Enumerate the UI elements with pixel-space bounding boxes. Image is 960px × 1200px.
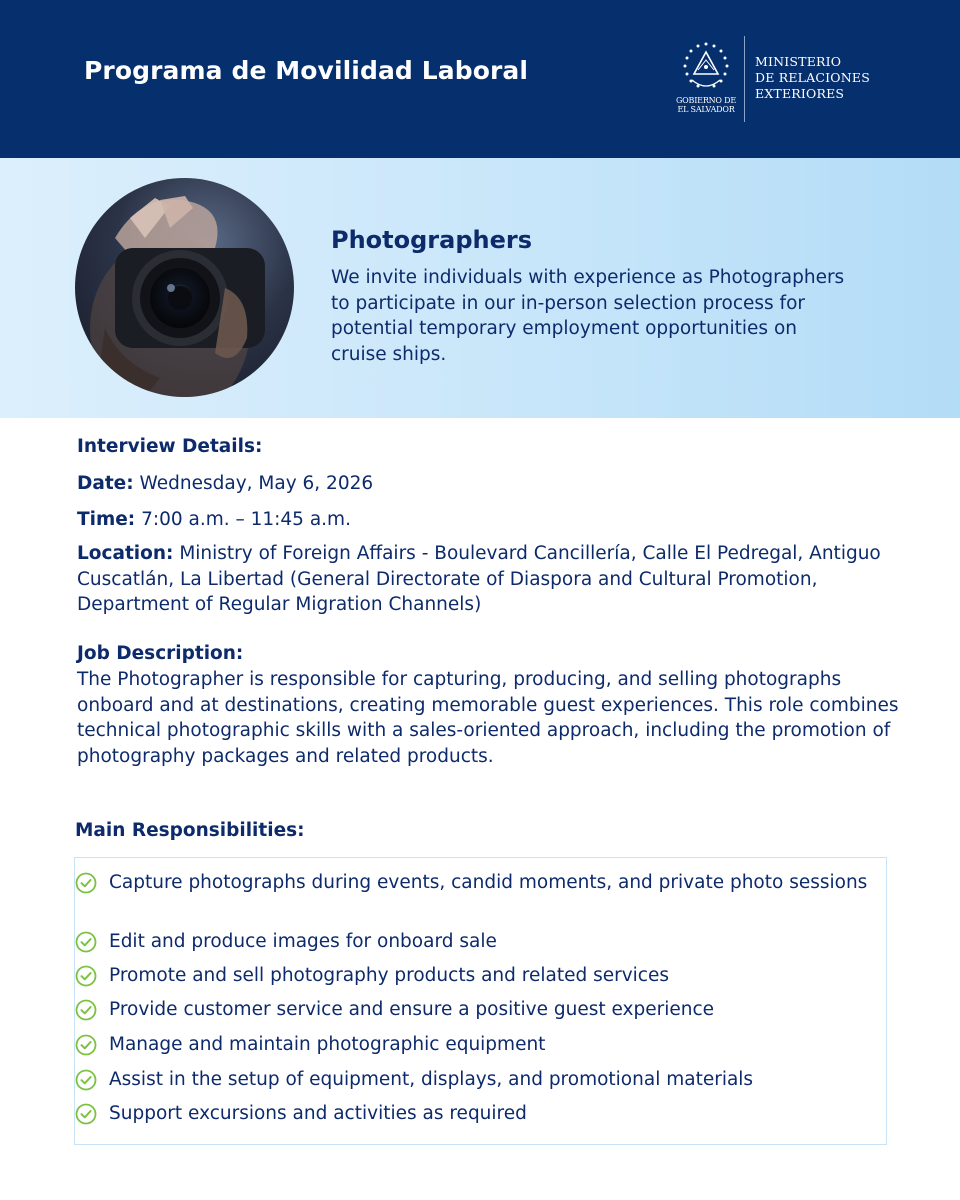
date-value: Wednesday, May 6, 2026 [139, 473, 374, 494]
government-label-line-2: EL SALVADOR [677, 105, 735, 114]
government-label [670, 96, 742, 114]
time-row [77, 507, 351, 533]
date-row [77, 471, 373, 497]
location-row [77, 541, 907, 618]
list-item [109, 1101, 869, 1127]
government-label-line-1: GOBIERNO DE [675, 96, 736, 105]
responsibility-text: Provide customer service and ensure a positive guest experience [109, 999, 715, 1020]
responsibility-text: Assist in the setup of equipment, displays, and promotional materials [109, 1069, 754, 1090]
photographer-image [75, 178, 294, 397]
photographer-illustration [75, 178, 294, 397]
hero-section [0, 158, 960, 418]
check-circle-icon [75, 1069, 97, 1091]
date-label: Date: [77, 473, 134, 494]
list-item [109, 963, 869, 989]
list-item [109, 1032, 869, 1058]
time-value: 7:00 a.m. – 11:45 a.m. [141, 509, 351, 530]
check-circle-icon [75, 931, 97, 953]
responsibilities-heading: Main Responsibilities: [75, 820, 305, 841]
responsibility-text: Promote and sell photography products and related services [109, 965, 669, 986]
header-divider [744, 36, 745, 122]
job-title: Photographers [331, 226, 532, 254]
location-value: Ministry of Foreign Affairs - Boulevard Cancillería, Calle El Pedregal, Antiguo Cuscatlán, La Libertad (General Directorate of Diaspora and Cultural Promotion, Department of Regular Migration Channels) [77, 543, 881, 615]
interview-heading: Interview Details: [77, 436, 263, 457]
ministry-line-2: DE RELACIONES [755, 70, 870, 85]
job-description-heading: Job Description: [77, 643, 244, 664]
job-description-text: The Photographer is responsible for capturing, producing, and selling photographs onboard and at destinations, creating memorable guest experiences. This role combines technical photographic skills with a sales-oriented approach, including the promotion of photography packages and related products. [77, 669, 899, 767]
ministry-name [755, 54, 870, 102]
time-label: Time: [77, 509, 136, 530]
program-title: Programa de Movilidad Laboral [84, 56, 529, 85]
check-circle-icon [75, 872, 97, 894]
check-circle-icon [75, 1103, 97, 1125]
check-circle-icon [75, 965, 97, 987]
responsibility-text: Support excursions and activities as required [109, 1103, 527, 1124]
intro-text: We invite individuals with experience as Photographers to participate in our in-person selection process for potential temporary employment opportunities on cruise ships. [331, 267, 845, 365]
ministry-line-1: MINISTERIO [755, 54, 842, 69]
responsibility-text: Edit and produce images for onboard sale [109, 931, 497, 952]
list-item [109, 997, 869, 1023]
header-banner [0, 0, 960, 158]
check-circle-icon [75, 1034, 97, 1056]
list-item [109, 1067, 869, 1093]
responsibility-text: Capture photographs during events, candid moments, and private photo sessions [109, 872, 868, 893]
location-label: Location: [77, 543, 174, 564]
ministry-line-3: EXTERIORES [755, 86, 845, 101]
responsibilities-box [74, 857, 887, 1145]
check-circle-icon [75, 999, 97, 1021]
list-item [109, 929, 869, 955]
responsibility-text: Manage and maintain photographic equipment [109, 1034, 546, 1055]
list-item [109, 870, 869, 896]
